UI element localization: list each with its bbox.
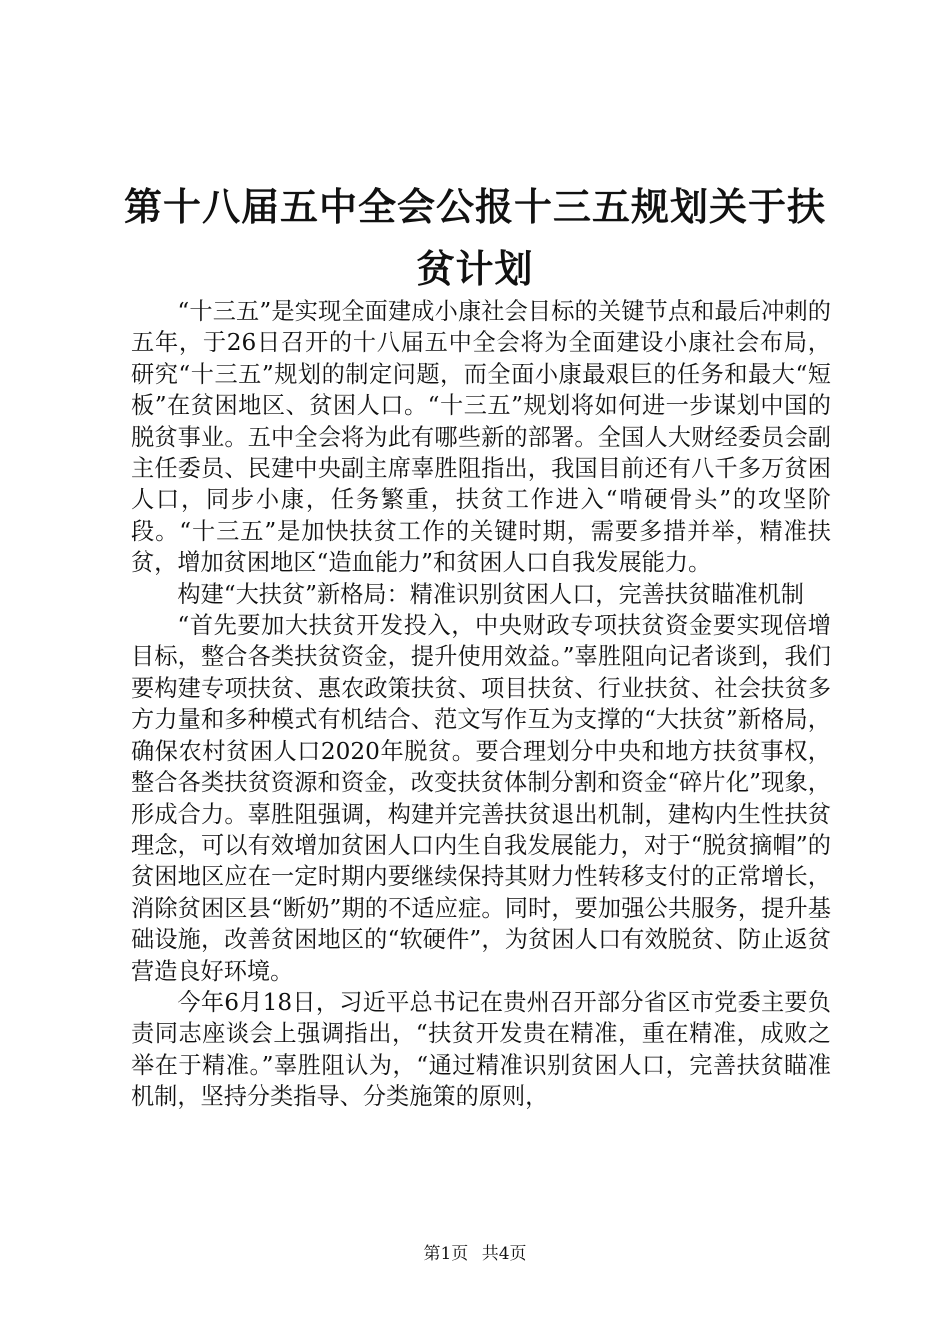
document-body bbox=[131, 296, 831, 1113]
page-total: 共4页 bbox=[481, 1244, 527, 1264]
paragraph-heading: 构建“大扶贫”新格局：精准识别贫困人口，完善扶贫瞄准机制 bbox=[177, 580, 804, 608]
paragraph-investment: “首先要加大扶贫开发投入，中央财政专项扶贫资金要实现倍增目标，整合各类扶贫资金，提升使用效益。”辜胜阻向记者谈到，我们要构建专项扶贫、惠农政策扶贫、项目扶贫、行业扶贫、社会扶贫多方力量和多种模式有机结合、范文写作互为支撑的“大扶贫”新格局，确保农村贫困人口2020年脱贫。要合理划分中央和地方扶贫事权，整合各类扶贫资源和资金，改变扶贫体制分割和资金“碎片化”现象，形成合力。辜胜阻强调，构建并完善扶贫退出机制，建构内生性扶贫理念，可以有效增加贫困人口内生自我发展能力，对于“脱贫摘帽”的贫困地区应在一定时期内要继续保持其财力性转移支付的正常增长，消除贫困区县“断奶”期的不适应症。同时，要加强公共服务，提升基础设施，改善贫困地区的“软硬件”，为贫困人口有效脱贫、防止返贫营造良好环境。 bbox=[131, 612, 831, 985]
paragraph-intro: “十三五”是实现全面建成小康社会目标的关键节点和最后冲刺的五年，于26日召开的十八届五中全会将为全面建设小康社会布局，研究“十三五”规划的制定问题，而全面小康最艰巨的任务和最大“短板”在贫困地区、贫困人口。“十三五”规划将如何进一步谋划中国的脱贫事业。五中全会将为此有哪些新的部署。全国人大财经委员会副主任委员、民建中央副主席辜胜阻指出，我国目前还有八千多万贫困人口，同步小康，任务繁重，扶贫工作进入“啃硬骨头”的攻坚阶段。“十三五”是加快扶贫工作的关键时期，需要多措并举，精准扶贫，增加贫困地区“造血能力”和贫困人口自我发展能力。 bbox=[131, 298, 831, 577]
paragraph-precision: 今年6月18日，习近平总书记在贵州召开部分省区市党委主要负责同志座谈会上强调指出，“扶贫开发贵在精准，重在精准，成败之举在于精准。”辜胜阻认为，“通过精准识别贫困人口，完善扶贫瞄准机制，坚持分类指导、分类施策的原则， bbox=[131, 988, 831, 1111]
page-number: 第1页 bbox=[423, 1244, 469, 1264]
document-title: 第十八届五中全会公报十三五规划关于扶贫计划 bbox=[123, 184, 826, 291]
page-footer bbox=[0, 1242, 950, 1266]
